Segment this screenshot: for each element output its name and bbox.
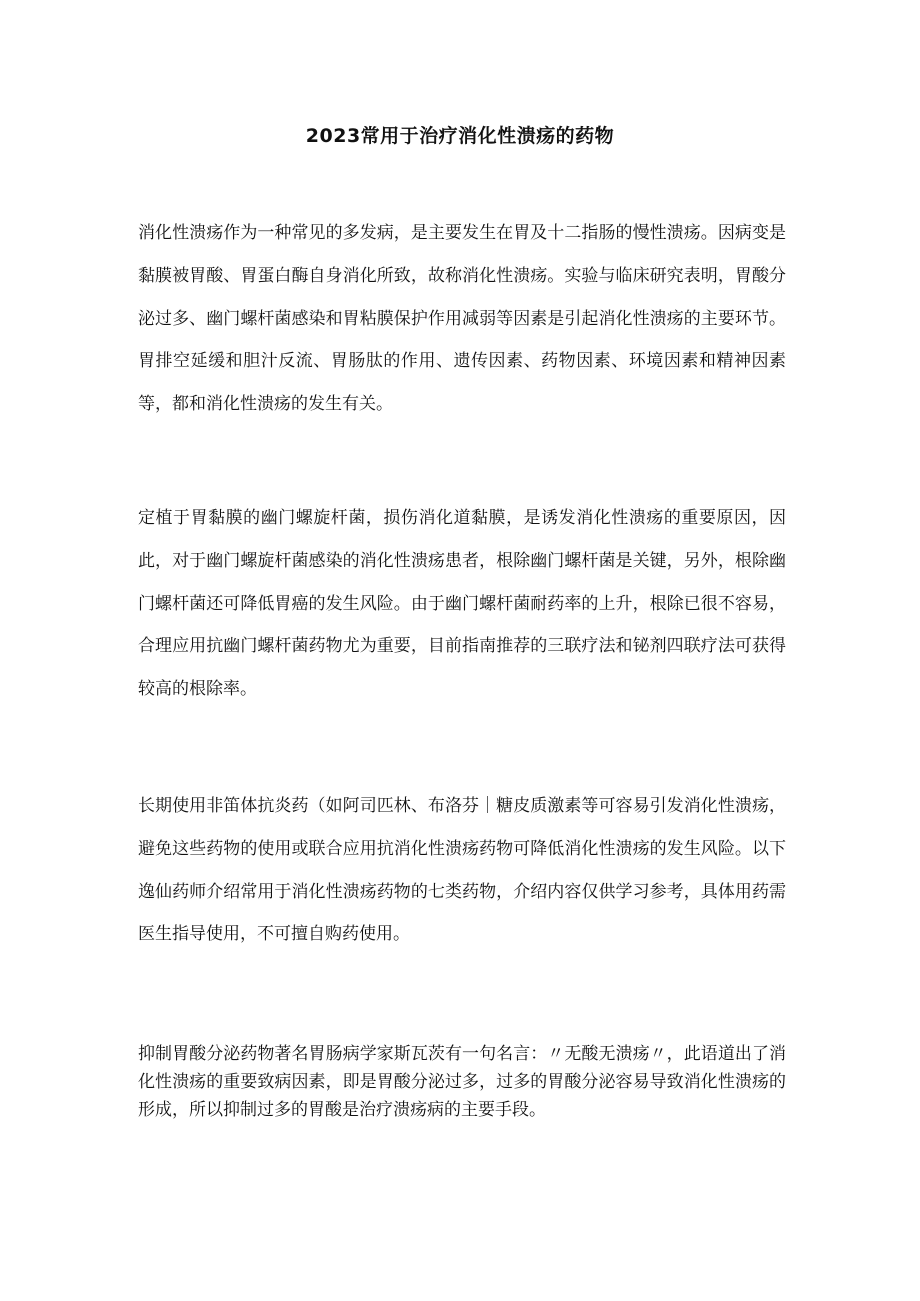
paragraph-intro: 消化性溃疡作为一种常见的多发病，是主要发生在胃及十二指肠的慢性溃疡。因病变是黏膜被胃酸、胃蛋白酶自身消化所致，故称消化性溃疡。实验与临床研究表明，胃酸分泌过多、幽门螺杆菌感染和胃粘膜保护作用减弱等因素是引起消化性溃疡的主要环节。胃排空延缓和胆汁反流、胃肠肽的作用、遗传因素、药物因素、环境因素和精神因素等，都和消化性溃疡的发生有关。 [138,223,786,415]
paragraph-nsaids: 长期使用非笛体抗炎药（如阿司匹林、布洛芬｜糖皮质激素等可容易引发消化性溃疡，避免这些药物的使用或联合应用抗消化性溃疡药物可降低消化性溃疡的发生风险。以下逸仙药师介绍常用于消化性溃疡药物的七类药物，介绍内容仅供学习参考，具体用药需医生指导使用，不可擅自购药使用。 [138,796,786,945]
paragraph-helicobacter: 定植于胃黏膜的幽门螺旋杆菌，损伤消化道黏膜，是诱发消化性溃疡的重要原因，因此，对于幽门螺旋杆菌感染的消化性溃疡患者，根除幽门螺杆菌是关键，另外，根除幽门螺杆菌还可降低胃癌的发生风险。由于幽门螺杆菌耐药率的上升，根除已很不容易，合理应用抗幽门螺杆菌药物尤为重要，目前指南推荐的三联疗法和铋剂四联疗法可获得较高的根除率。 [138,508,786,700]
document-title: 2023常用于治疗消化性溃疡的药物 [305,125,615,147]
paragraph-acid-suppression: 抑制胃酸分泌药物著名胃肠病学家斯瓦茨有一句名言：〃无酸无溃疡〃，此语道出了消化性溃疡的重要致病因素，即是胃酸分泌过多，过多的胃酸分泌容易导致消化性溃疡的形成，所以抑制过多的胃酸是治疗溃疡病的主要手段。 [138,1044,786,1120]
